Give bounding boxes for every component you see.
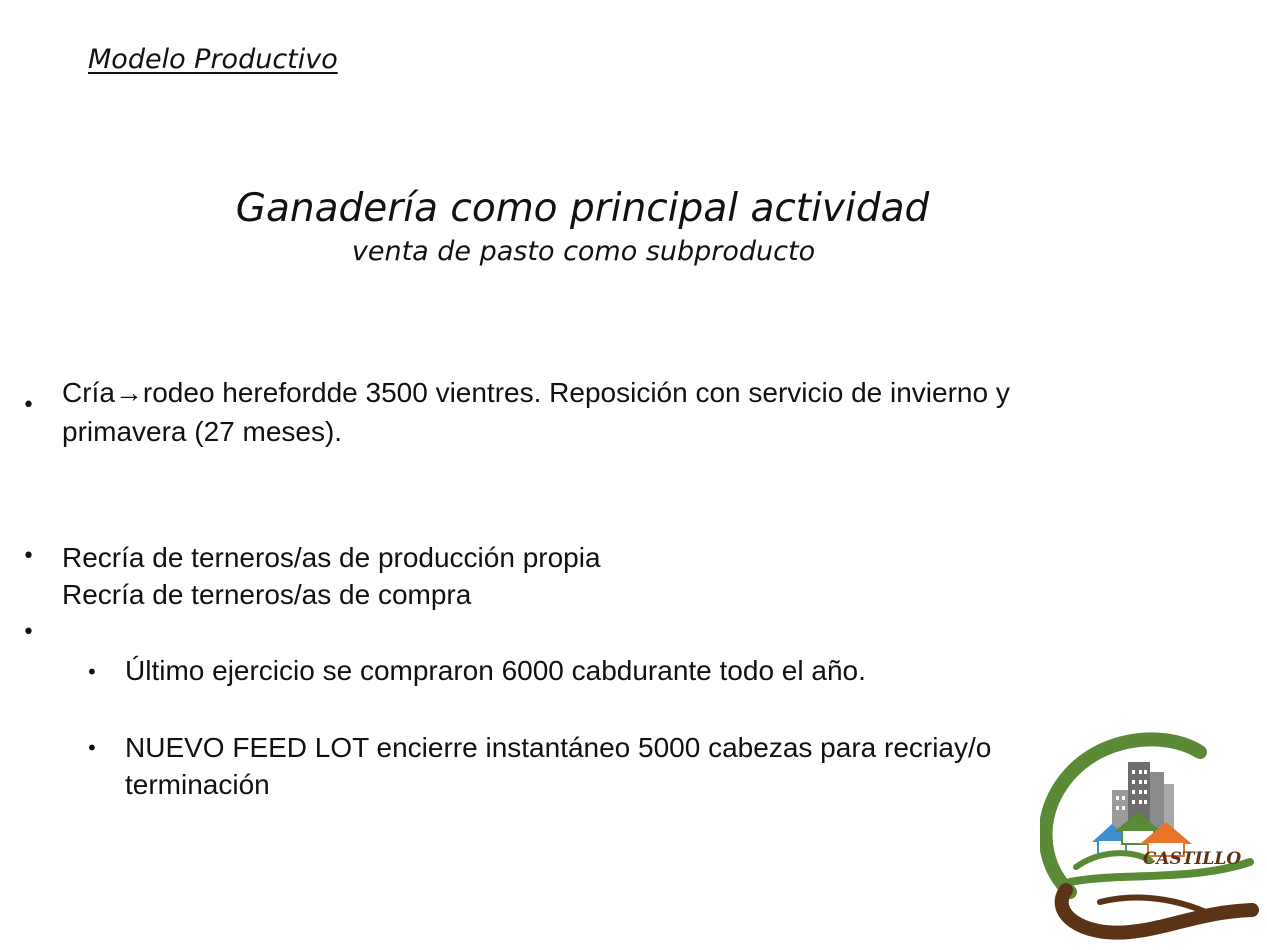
bullet-1-line-1: Cría→rodeo herefordde 3500 vientres. Reposición con servicio de invierno y	[62, 377, 1010, 408]
headline: Ganadería como principal actividad	[235, 186, 930, 231]
sub-bullet-2-line-1: NUEVO FEED LOT encierre instantáneo 5000 cabezas para recriay/o	[125, 732, 992, 763]
section-label: Modelo Productivo	[88, 44, 338, 75]
bullet-dot: •	[22, 544, 35, 569]
sub-bullet-dot: •	[86, 660, 98, 684]
sub-bullet-dot: •	[86, 736, 98, 760]
logo-text: CASTILLO	[1142, 849, 1242, 869]
subheadline: venta de pasto como subproducto	[351, 236, 816, 267]
castillo-logo	[1040, 732, 1262, 942]
bullet-2-line-2: Recría de terneros/as de compra	[62, 579, 472, 610]
sub-bullet-1-line-1: Último ejercicio se compraron 6000 cabdurante todo el año.	[125, 655, 866, 686]
logo-swoosh	[1076, 853, 1150, 867]
bullet-2-line-1: Recría de terneros/as de producción propia	[62, 542, 601, 573]
sub-bullet-2-line-2: terminación	[125, 769, 270, 800]
bullet-dot: •	[22, 393, 35, 418]
bullet-dot: •	[22, 620, 35, 645]
bullet-1-line-2: primavera (27 meses).	[62, 416, 343, 447]
